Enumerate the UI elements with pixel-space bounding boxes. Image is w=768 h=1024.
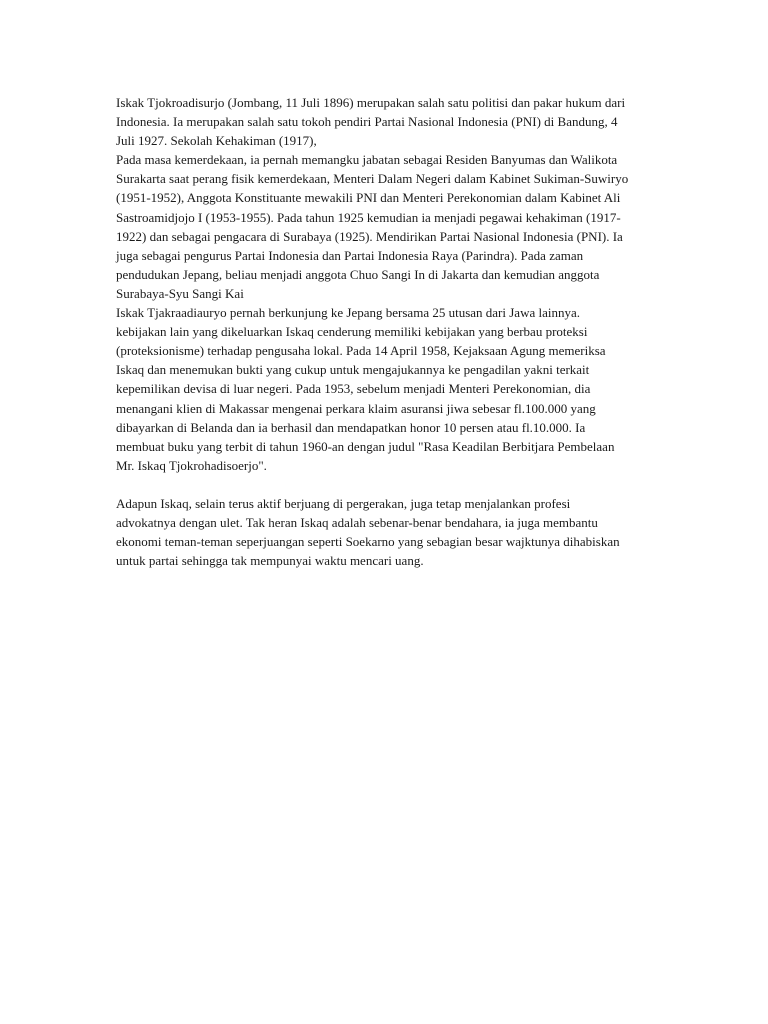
text-line: Juli 1927. Sekolah Kehakiman (1917), [116, 133, 317, 149]
text-line: Surabaya-Syu Sangi Kai [116, 285, 244, 301]
text-line: membuat buku yang terbit di tahun 1960-an dengan judul "Rasa Keadilan Berbitjara Pembelaan [116, 438, 615, 454]
text-line: Sastroamidjojo I (1953-1955). Pada tahun 1925 kemudian ia menjadi pegawai kehakiman (1917- [116, 209, 621, 225]
text-line: Iskak Tjokroadisurjo (Jombang, 11 Juli 1896) merupakan salah satu politisi dan pakar hukum dari [116, 95, 626, 110]
text-line: pendudukan Jepang, beliau menjadi anggota Chuo Sangi In di Jakarta dan kemudian anggota [116, 266, 600, 282]
text-line: (1951-1952), Anggota Konstituante mewakili PNI dan Menteri Perekonomian dalam Kabinet Ali [116, 190, 621, 206]
text-line: Indonesia. Ia merupakan salah satu tokoh pendiri Partai Nasional Indonesia (PNI) di Bandung, 4 [116, 114, 618, 130]
text-line: kepemilikan devisa di luar negeri. Pada 1953, sebelum menjadi Menteri Perekonomian, dia [116, 381, 591, 397]
text-line: Iskak Tjakraadiauryo pernah berkunjung ke Jepang bersama 25 utusan dari Jawa lainnya. [116, 305, 580, 321]
text-line: Mr. Iskaq Tjokrohadisoerjo". [116, 457, 267, 473]
text-line: 1922) dan sebagai pengacara di Surabaya (1925). Mendirikan Partai Nasional Indonesia (PNI). Ia [116, 228, 623, 244]
text-line: Surakarta saat perang fisik kemerdekaan, Menteri Dalam Negeri dalam Kabinet Sukiman-Suwiryo [116, 171, 629, 187]
text-line: (proteksionisme) terhadap pengusaha lokal. Pada 14 April 1958, Kejaksaan Agung memeriksa [116, 343, 606, 359]
paragraph-spacer [116, 475, 656, 494]
text-line: Pada masa kemerdekaan, ia pernah memangku jabatan sebagai Residen Banyumas dan Walikota [116, 152, 618, 168]
text-line: dibayarkan di Belanda dan ia berhasil dan mendapatkan honor 10 persen atau fl.10.000. Ia [116, 419, 586, 435]
paragraph-2 [116, 494, 656, 570]
paragraph-1 [116, 93, 656, 475]
text-line: Adapun Iskaq, selain terus aktif berjuang di pergerakan, juga tetap menjalankan profesi [116, 495, 571, 511]
document-body [116, 93, 656, 570]
text-line: kebijakan lain yang dikeluarkan Iskaq cenderung memiliki kebijakan yang berbau proteksi [116, 324, 588, 340]
text-line: untuk partai sehingga tak mempunyai waktu mencari uang. [116, 553, 424, 569]
text-line: Iskaq dan menemukan bukti yang cukup untuk mengajukannya ke pengadilan yakni terkait [116, 362, 590, 378]
text-line: advokatnya dengan ulet. Tak heran Iskaq adalah sebenar-benar bendahara, ia juga membantu [116, 515, 598, 531]
text-line: ekonomi teman-teman seperjuangan seperti Soekarno yang sebagian besar wajktunya dihabiskan [116, 534, 620, 550]
text-line: juga sebagai pengurus Partai Indonesia dan Partai Indonesia Raya (Parindra). Pada zaman [116, 247, 584, 263]
text-line: menangani klien di Makassar mengenai perkara klaim asuransi jiwa sebesar fl.100.000 yang [116, 400, 596, 416]
